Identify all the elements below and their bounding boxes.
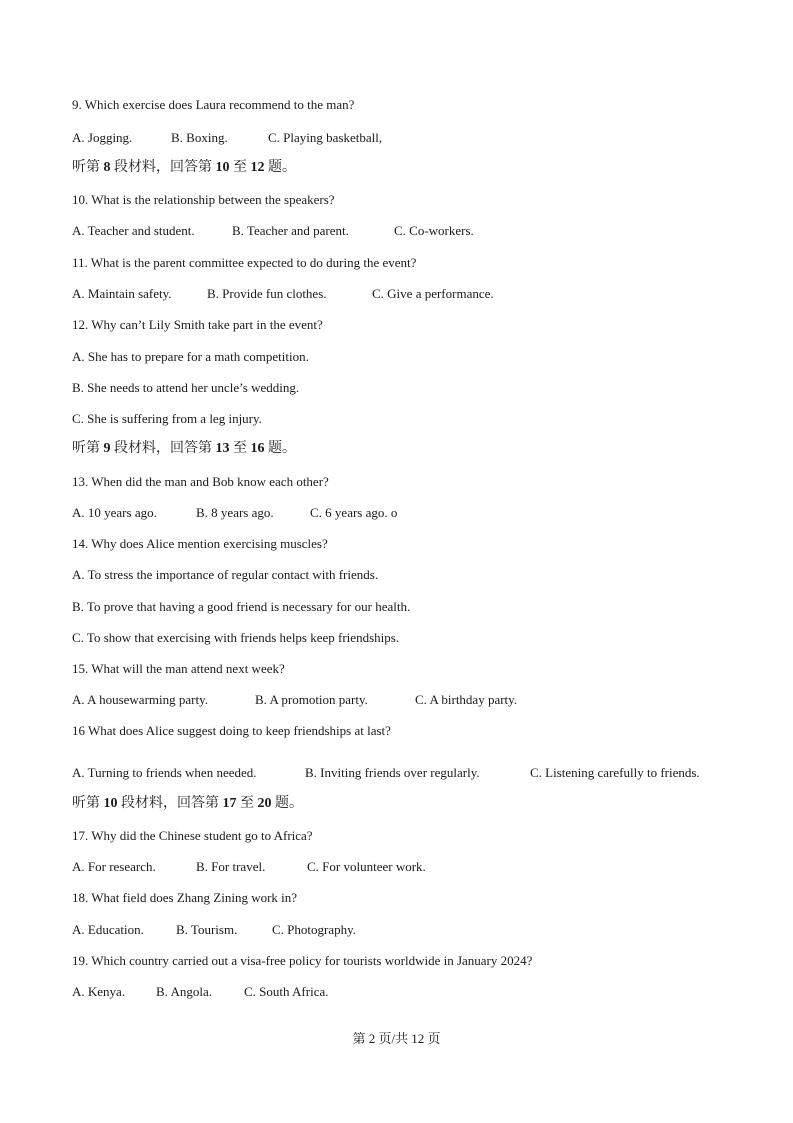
question-18: 18. What field does Zhang Zining work in? [72,890,298,905]
section-heading-10: 听第 10 段材料，回答第 17 至 20 题。 [72,796,303,811]
option-18a: A. Education. [72,922,144,937]
option-9b: B. Boxing. [171,130,228,145]
option-15a: A. A housewarming party. [72,692,208,707]
question-17: 17. Why did the Chinese student go to Africa? [72,828,313,843]
option-11c: C. Give a performance. [372,286,494,301]
question-10: 10. What is the relationship between the speakers? [72,192,335,207]
section-heading-9: 听第 9 段材料，回答第 13 至 16 题。 [72,441,296,456]
question-15: 15. What will the man attend next week? [72,661,285,676]
option-18c: C. Photography. [272,922,357,937]
option-16c: C. Listening carefully to friends. [530,765,700,780]
option-9c: C. Playing basketball, [268,130,383,145]
option-10c: C. Co-workers. [394,223,474,238]
question-14: 14. Why does Alice mention exercising muscles? [72,536,328,551]
question-9: 9. Which exercise does Laura recommend to the man? [72,97,355,112]
option-11a: A. Maintain safety. [72,286,172,301]
option-14c: C. To show that exercising with friends helps keep friendships. [72,630,400,645]
question-12: 12. Why can’t Lily Smith take part in the event? [72,317,323,332]
option-17c: C. For volunteer work. [307,859,426,874]
question-11: 11. What is the parent committee expected to do during the event? [72,255,417,270]
question-16: 16 What does Alice suggest doing to keep friendships at last? [72,723,391,738]
option-18b: B. Tourism. [176,922,238,937]
option-13b: B. 8 years ago. [196,505,274,520]
option-16b: B. Inviting friends over regularly. [305,765,480,780]
option-19b: B. Angola. [156,984,212,999]
option-14b: B. To prove that having a good friend is necessary for our health. [72,599,411,614]
option-17a: A. For research. [72,859,156,874]
option-19a: A. Kenya. [72,984,126,999]
option-17b: B. For travel. [196,859,266,874]
page-number: 第 2 页/共 12 页 [352,1031,441,1046]
option-10b: B. Teacher and parent. [232,223,349,238]
option-16a: A. Turning to friends when needed. [72,765,257,780]
option-13c: C. 6 years ago. o [310,505,398,520]
option-10a: A. Teacher and student. [72,223,195,238]
option-14a: A. To stress the importance of regular contact with friends. [72,567,379,582]
option-12c: C. She is suffering from a leg injury. [72,411,262,426]
option-12b: B. She needs to attend her uncle’s wedding. [72,380,300,395]
option-15c: C. A birthday party. [415,692,518,707]
option-15b: B. A promotion party. [255,692,368,707]
option-19c: C. South Africa. [244,984,329,999]
option-12a: A. She has to prepare for a math competition. [72,349,309,364]
option-11b: B. Provide fun clothes. [207,286,327,301]
option-13a: A. 10 years ago. [72,505,157,520]
question-13: 13. When did the man and Bob know each other? [72,474,329,489]
question-19: 19. Which country carried out a visa-free policy for tourists worldwide in January 2024? [72,953,533,968]
section-heading-8: 听第 8 段材料，回答第 10 至 12 题。 [72,160,296,175]
option-9a: A. Jogging. [72,130,133,145]
